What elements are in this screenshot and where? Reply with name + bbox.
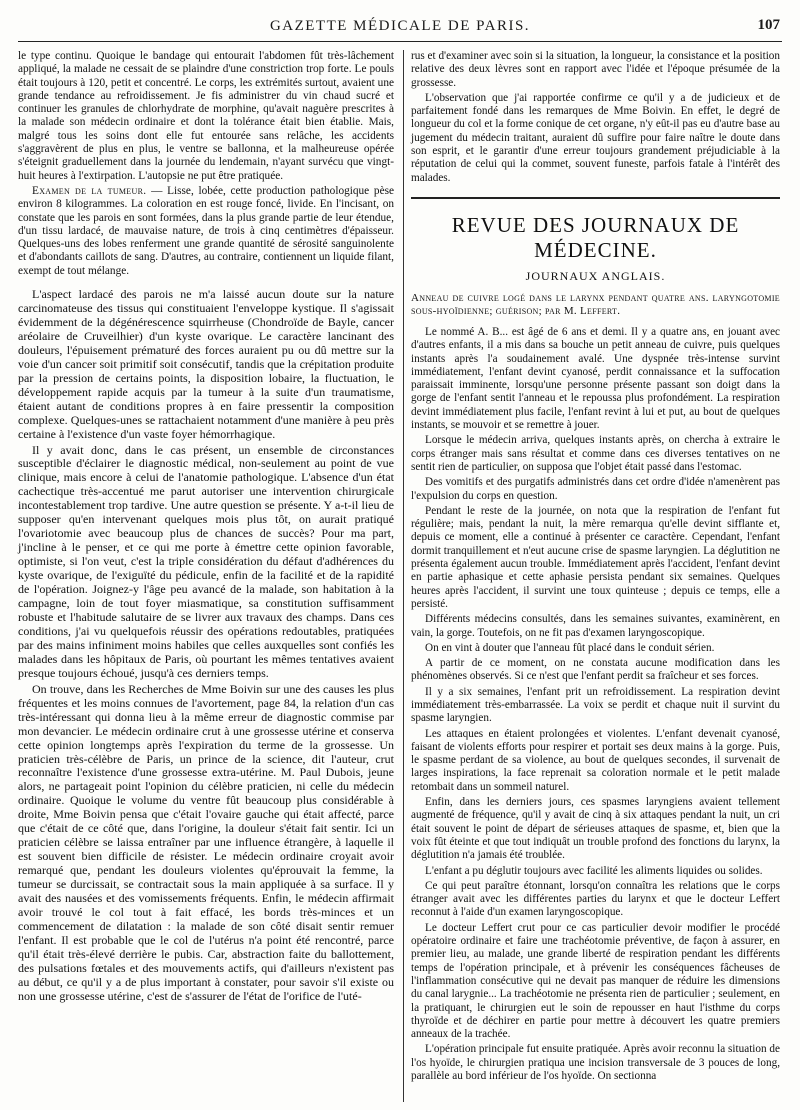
journal-title: GAZETTE MÉDICALE DE PARIS. [269,18,531,34]
article-paragraph: L'opération principale fut ensuite pratiquée. Après avoir reconnu la situation de l'os hyoïde, le chirurgien pratiqua une incision transversale de 3 pouces de long, parallèle au bord inférieur de l'os hyoïde. On sectionna [411,1043,780,1082]
column-divider [403,50,404,1102]
paragraph-uterus-examination: rus et d'examiner avec soin si la situation, la longueur, la consistance et la position relative des deux lèvres sont en rapport avec l'idée et l'époque présumée de la grossesse. [411,50,780,89]
article-paragraph: On en vint à douter que l'anneau fût placé dans le conduit sérien. [425,641,715,654]
article-paragraph: A partir de ce moment, on ne constata aucune modification dans les phénomènes observés. Si ce n'est que l'enfant perdit sa fraîcheur et ses forces. [411,657,780,683]
paragraph-diagnosis: Il y avait donc, dans le cas présent, un ensemble de circonstances susceptible d'éclairer le diagnostic médical, non-seulement au point de vue clinique, mais encore à celui de l'anatomie pathologique. L'absence d'un état cachectique très-accentué me parut autoriser une intervention chirurgicale incontestablement trop tardive. Une autre question se présente. Y a-t-il lieu de supposer qu'en intervenant quelques mois plus tôt, on aurait pratiqué l'ovariotomie avec beaucoup plus de chances de succès? Pour ma part, j'incline à le penser, et ce qui me porte à émettre cette opinion favorable, optimiste, si l'on veut, c'est la triple considération du défaut d'adhérences du kyste ovarique, de l'exiguïté du pédicule, enfin de la facilité et de la rapidité de l'opération. Joignez-y l'âge peu avancé de la malade, son habitation à la campagne, loin de tout foyer miasmatique, sa constitution suffisamment robuste et l'habitude salutaire de se livrer aux travaux des champs. Dans ces conditions, j'ai vu quelquefois réussir des opérations redoutables, pratiquées par des mains infiniment moins habiles que celles auxquelles sont confiés les malades dans les hôpitaux de Paris, où pourtant les mêmes tentatives avaient presque toujours échoué, jusqu'à ces derniers temps. [18,442,394,680]
right-column [411,50,780,1085]
page-number: 107 [757,17,780,33]
review-section-subtitle: JOURNAUX ANGLAIS. [525,268,666,283]
paragraph-case-continuation: le type continu. Quoique le bandage qui entourait l'abdomen fût très-lâchement appliqué, la malade ne cessait de se plaindre d'une constriction trop forte. Le pouls était toujours à 120, petit et concentré. Le corps, les extrémités surtout, avaient une grande tendance au refroidissement. Je fis administrer du vin chaud sucré et continuer les granules de chlorhydrate de morphine, qu'avait naguère prescrites à la malade son médecin ordinaire et dont la tolérance était bien établie. Mais, malgré tous les soins dont elle fut entourée sans relâche, les accidents s'aggravèrent de plus en plus, le ventre se ballonna, et la malheureuse opérée s'éteignit graduellement dans la journée du lendemain, n'ayant survécu que vingt-huit heures à l'extirpation. L'autopsie ne put être pratiquée. [18,50,394,182]
left-column [18,50,394,1006]
article-paragraph: Le nommé A. B... est âgé de 6 ans et demi. Il y a quatre ans, en jouant avec d'autres enfants, il a mis dans sa bouche un petit anneau de cuivre, puis quelques instants après l'a soudainement avalé. Une dyspnée très-intense survint immédiatement, l'enfant devint cyanosé, perdit connaissance et la suffocation paraissait imminente, lorsqu'une personne présente passant son doigt dans la gorge de l'enfant sentit l'anneau et le repoussa plus profondément. La respiration devint immédiatement plus facile, l'enfant revint à lui et put, au bout de quelques instants, se mouvoir et se remettre à jouer. [411,325,780,432]
tumor-exam-lead: Examen de la tumeur. [32,184,147,197]
article-paragraph: Il y a six semaines, l'enfant prit un refroidissement. La respiration devint immédiatement très-embarrassée. La voix se perdit et chaque nuit il survint du spasme laryngien. [411,685,780,725]
article-paragraph: Des vomitifs et des purgatifs administrés dans cet ordre d'idée n'amenèrent pas l'expulsion du corps en question. [411,476,780,502]
paragraph-lardaceous-aspect: L'aspect lardacé des parois ne m'a laissé aucun doute sur la nature carcinomateuse des tissus qui constituaient l'enveloppe kystique. Il s'agissait évidemment de la dégénérescence squirrheuse (Chondroïde de Bayle, cancer aréolaire de Cruveilhier) d'un kyste ovarique. Le caractère lancinant des douleurs, l'épuisement prématuré des forces auraient pu ou dû mettre sur la voie d'un cancer soit primitif soit consécutif, tandis que la crépitation produite par la pression de certains points, la disposition lobaire, la fluctuation, le développement rapide acquis par la tumeur à la suite d'un traumatisme, étaient autant de conditions propres à en faire pressentir la composition complexe. Quelques-unes se rattachaient notamment d'une manière à peu près certaine à l'existence d'un vaste foyer hémorrhagique. [18,287,394,441]
article-paragraph: Ce qui peut paraître étonnant, lorsqu'on connaîtra les relations que le corps étranger avait avec les différentes parties du larynx et que le docteur Leffert reconnut à l'aide d'un examen laryngoscopique. [411,879,780,919]
paragraph-boivin-case: On trouve, dans les Recherches de Mme Boivin sur une des causes les plus fréquentes et les moins connues de l'avortement, page 84, la relation d'un cas très-intéressant qui donna lieu à la même erreur de diagnostic commise par mon devancier. Le médecin ordinaire crut à une grossesse utérine et conserva cette opinion longtemps après l'expiration du terme de la grossesse. Un praticien très-célèbre de Paris, un prince de la science, dit l'auteur, crut reconnaître l'existence d'une grossesse extra-utérine. M. Paul Dubois, jeune alors, ne partageait point l'opinion du célèbre praticien, ni celle du médecin ordinaire. Quoique le volume du ventre fût beaucoup plus considérable à droite, Mme Boivin pensa que c'était l'ovaire gauche qui était affecté, parce que c'était de ce côté que, dans l'origine, la douleur s'était fait sentir. Ici un praticien célèbre se laissa entraîner par une influence étrangère, à laquelle il est souvent bien difficile de résister. Le médecin ordinaire croyait avoir remarqué que, pendant les douleurs violentes qu'éprouvait la femme, la tumeur se durcissait, se contractait sous la main appliquée à sa surface. Il y avait des nausées et des vomissements fréquents. Enfin, le médecin affirmait avoir trouvé le col tout à fait effacé, les bords très-minces et un commencement de dilatation : la malade de son côté disait sentir remuer l'enfant. Il est probable que le col de l'utérus n'a point été rencontré, parce qu'il était très-élevé derrière le pubis. Car, abstraction faite du ballottement, des pulsations fœtales et des mouvements actifs, qui d'ailleurs n'existent pas au début, ce qu'il y a de plus important à constater, pour savoir s'il existe ou non une grossesse utérine, c'est de s'assurer de l'état de l'orifice de l'uté- [18,681,394,1003]
article-paragraph: Les attaques en étaient prolongées et violentes. L'enfant devenait cyanosé, faisant de violents efforts pour respirer et portait ses deux mains à la gorge. Puis, le spasme perdant de sa violence, au bout de quelques secondes, il survenait de larges inspirations, la face reprenait sa coloration normale et le petit malade retombait dans un sommeil naturel. [411,727,780,793]
article-paragraph: Le docteur Leffert crut pour ce cas particulier devoir modifier le procédé opératoire ordinaire et faire une trachéotomie préventive, de façon à assurer, en premier lieu, au malade, une grande liberté de respiration pendant les différents temps de l'opération principale, et à prévenir les conséquences fâcheuses de l'inflammation consécutive qui ne devait pas manquer de réduire les dimensions du canal larygnie... La trachéotomie ne présenta rien de particulier ; seulement, en la pratiquant, le chirurgien eut le soin de repousser en haut l'isthme du corps thyroïde et de déchirer en partie pour mettre à découvert les quatre premiers anneaux de la trachée. [411,921,780,1041]
review-section-title: REVUE DES JOURNAUX DE MÉDECINE. [451,212,740,262]
tumor-exam-text: — Lisse, lobée, cette production pathologique pèse environ 8 kilogrammes. La coloration en est rouge foncé, livide. En l'incisant, on constate que les parois en sont formées, dans la plus grande partie de leur étendue, d'un tissu lardacé, de mauvaise nature, de trois à cinq centimètres d'épaisseur. Quelques-uns des lobes renferment une grande quantité de sérosité sanguinolente et d'abondants caillots de sang. D'autres, au contraire, contiennent un liquide filant, exempt de tout mélange. [18,184,394,277]
left-column-top [18,50,394,278]
article-paragraph: Lorsque le médecin arriva, quelques instants après, on chercha à extraire le corps étranger mais sans résultat et comme dans ces diverses tentatives on ne sentit rien de particulier, on supposa que l'objet était passé dans l'estomac. [411,434,780,473]
section-rule [411,197,780,199]
paragraph-tumor-exam [18,185,394,278]
page-header [18,8,782,42]
article-paragraph: L'enfant a pu déglutir toujours avec facilité les aliments liquides ou solides. [425,864,763,877]
paragraph-observation-conclusion: L'observation que j'ai rapportée confirme ce qu'il y a de judicieux et de parfaitement fondé dans les remarques de Mme Boivin. En effet, le degré de longueur du col et la forme conique de cet organe, n'y eût-il pas eu d'autre base au jugement du médecin traitant, auraient dû suffire pour faire naître le doute dans son esprit, et le garantir d'une erreur toujours grandement préjudiciable à la réputation de celui qui la commet, souvent funeste, parfois fatale à l'intérêt des malades. [411,91,780,184]
article-paragraph: Enfin, dans les derniers jours, ces spasmes laryngiens avaient tellement augmenté de fréquence, qu'il y avait de cinq à six attaques pendant la nuit, un cri était souvent le point de départ de sérieuses attaques de spasme, et, bien que la voix fût éteinte et que tout indiquât un trouble profond des fonctions du larynx, la déglutition n'a jamais été troublée. [411,796,780,862]
article-heading: Anneau de cuivre logé dans le larynx pendant quatre ans. laryngotomie sous-hyoïdienne; guérison; par M. Leffert. [411,291,780,317]
article-paragraph: Pendant le reste de la journée, on nota que la respiration de l'enfant fut régulière; mais, pendant la nuit, la mère remarqua qu'elle devint sifflante et, depuis ce moment, elle a continué à présenter ce caractère. Cependant, l'enfant dormit tranquillement et n'eut aucune crise de spasme laryngien. La déglutition ne présenta également aucun trouble. Immédiatement après l'accident, l'enfant devint en partie aphasique et cette aphasie persista pendant six semaines. Quelques heures après l'accident, il survint une toux quinteuse ; depuis ce temps, elle a persisté. [411,504,780,610]
article-paragraph: Différents médecins consultés, dans les semaines suivantes, examinèrent, en vain, la gorge. Toutefois, on ne fit pas d'examen laryngoscopique. [411,613,780,639]
